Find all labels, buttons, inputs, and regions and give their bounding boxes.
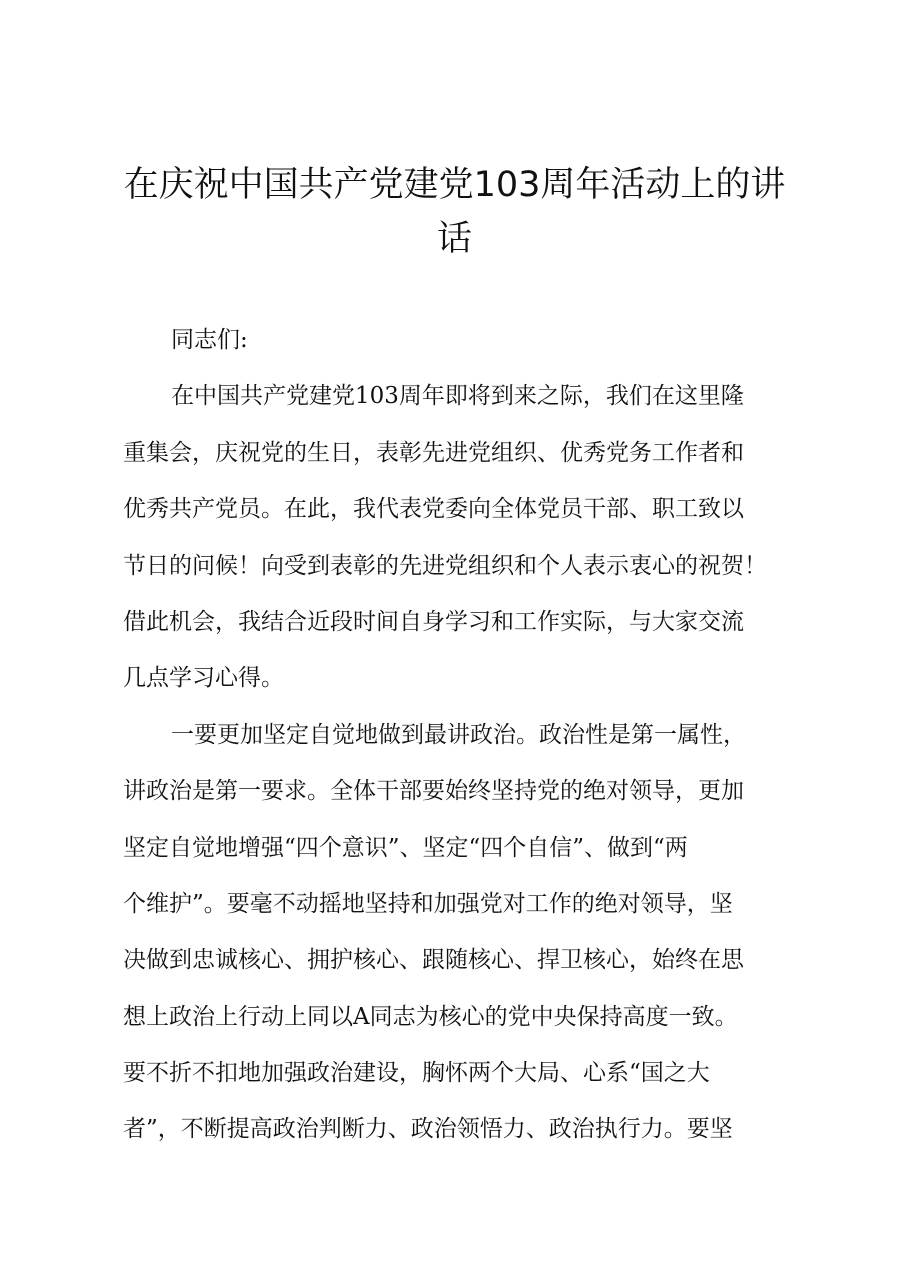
paragraph-line: 节日的问候！向受到表彰的先进党组织和个人表示衷心的祝贺！: [123, 552, 767, 579]
paragraph-line: 讲政治是第一要求。全体干部要始终坚持党的绝对领导，更加: [123, 778, 744, 805]
document-body: [123, 312, 786, 1158]
paragraph-line: 决做到忠诚核心、拥护核心、跟随核心、捍卫核心，始终在思: [123, 947, 744, 974]
paragraph-line: 在中国共产党建党103周年即将到来之际，我们在这里隆: [171, 383, 744, 410]
title-line: 话: [436, 219, 472, 259]
paragraph-line: 坚定自觉地增强“四个意识”、坚定“四个自信”、做到“两: [123, 834, 688, 861]
paragraph-line: 者”，不断提高政治判断力、政治领悟力、政治执行力。要坚: [123, 1116, 733, 1143]
salutation: 同志们:: [171, 327, 248, 353]
paragraph-line: 要不折不扣地加强政治建设，胸怀两个大局、心系“国之大: [123, 1060, 710, 1087]
paragraph-line: 想上政治上行动上同以A同志为核心的党中央保持高度一致。: [123, 1003, 738, 1030]
paragraph-line: 优秀共产党员。在此，我代表党委向全体党员干部、职工致以: [123, 496, 744, 523]
paragraph-line: 个维护”。要毫不动摇地坚持和加强党对工作的绝对领导，坚: [123, 890, 733, 917]
paragraph-line: 重集会，庆祝党的生日，表彰先进党组织、优秀党务工作者和: [123, 439, 744, 466]
title-line: 在庆祝中国共产党建党103周年活动上的讲: [123, 165, 786, 205]
paragraph-line: 一要更加坚定自觉地做到最讲政治。政治性是第一属性，: [171, 721, 746, 748]
document-title: [100, 158, 809, 266]
paragraph-line: 借此机会，我结合近段时间自身学习和工作实际，与大家交流: [123, 608, 744, 635]
paragraph-line: 几点学习心得。: [123, 665, 284, 692]
